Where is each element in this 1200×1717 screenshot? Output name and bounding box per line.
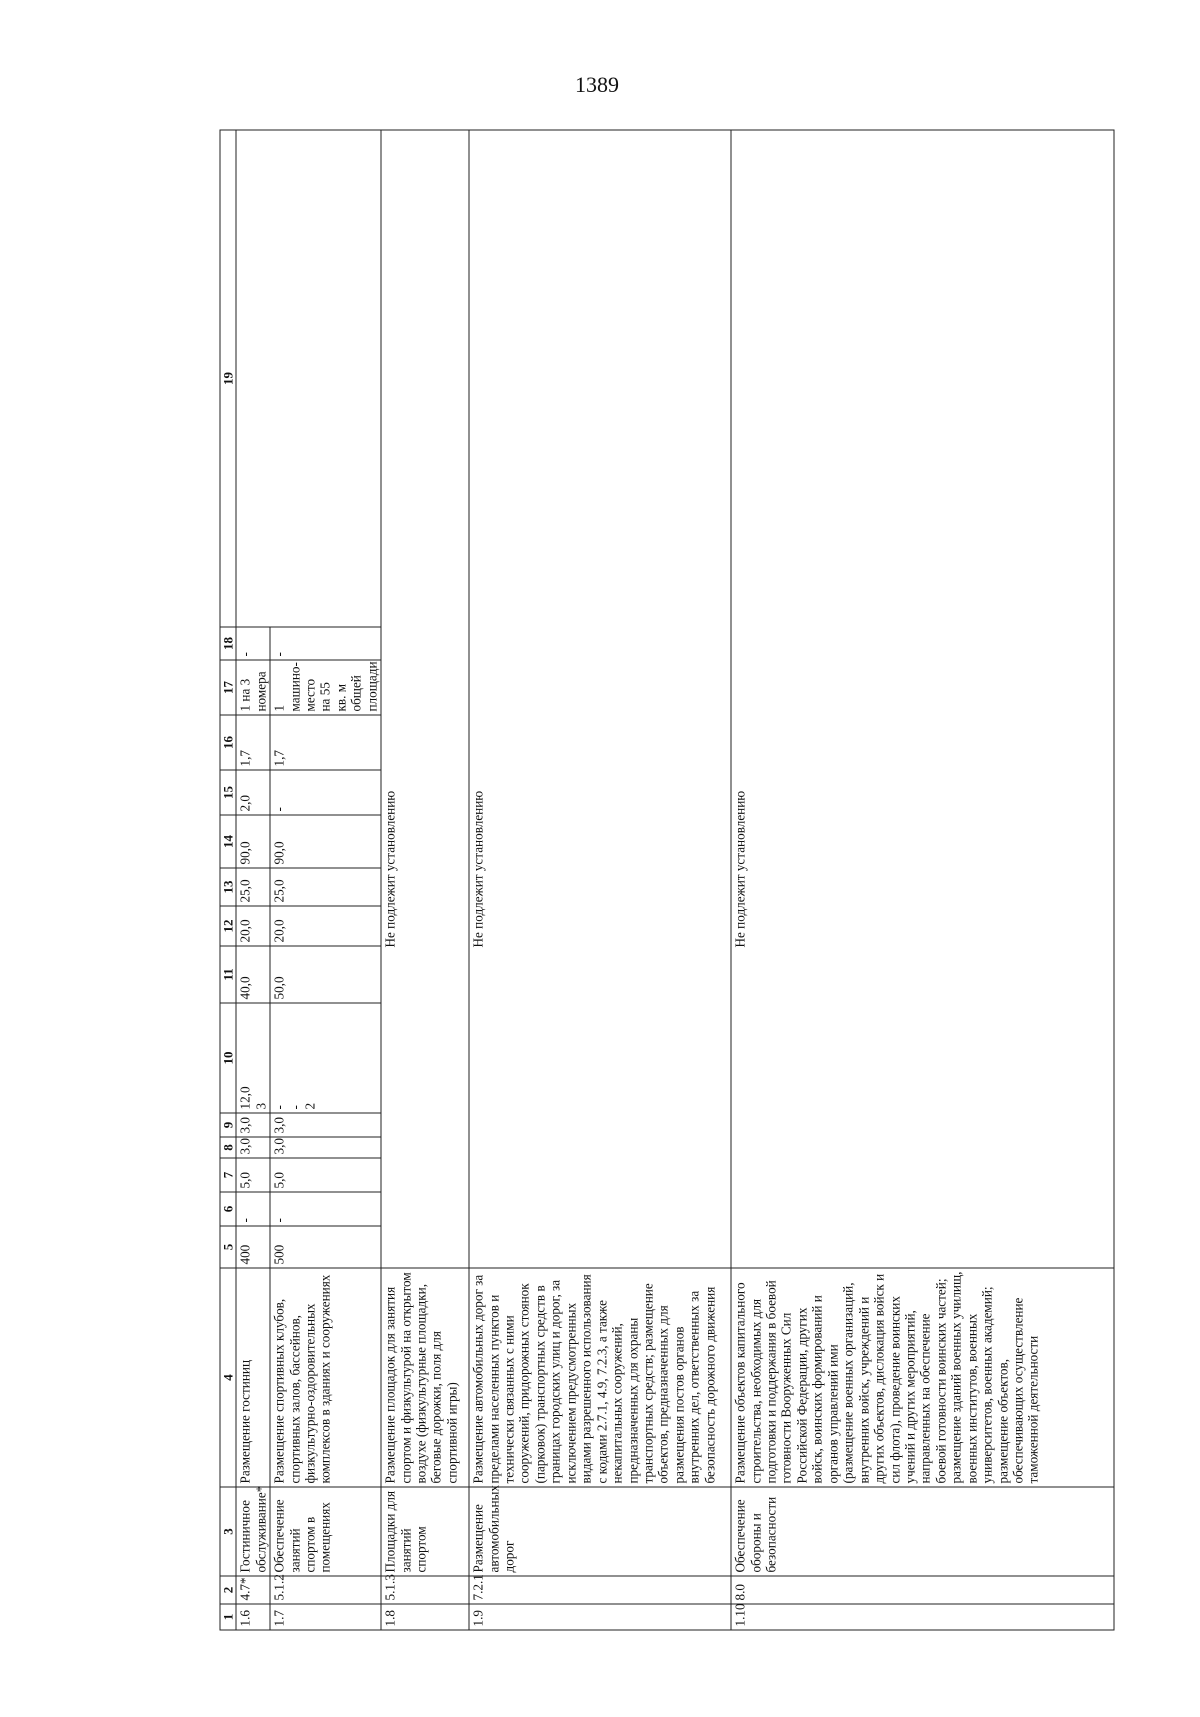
row-code: 7.2.1 <box>469 1576 731 1604</box>
col-header: 15 <box>220 770 236 815</box>
row-name: Обеспечение обороны и безопасности <box>731 1487 1114 1576</box>
table-row <box>381 130 469 1630</box>
cell: - <box>236 627 270 660</box>
cell: 1,7 <box>236 715 270 770</box>
col-header: 11 <box>220 946 236 1003</box>
not-applicable-cell: Не подлежит установлению <box>469 130 731 1268</box>
row-name: Гостиничное обслуживание* <box>236 1487 270 1576</box>
cell: 90,0 <box>236 815 270 868</box>
cell: 1 на 3 номера <box>236 660 270 715</box>
cell: 3,0 <box>270 1113 381 1137</box>
col-header: 1 <box>220 1604 236 1630</box>
row-code: 8.0 <box>731 1576 1114 1604</box>
cell: - <box>270 1192 381 1226</box>
table-row <box>236 130 270 1630</box>
cell: 3,0 <box>236 1137 270 1158</box>
table-row <box>731 130 1114 1630</box>
col-header: 14 <box>220 815 236 868</box>
cell: - - 2 <box>270 1003 381 1113</box>
cell: 1,7 <box>270 715 381 770</box>
zoning-table <box>219 129 1114 1630</box>
cell: 25,0 <box>270 868 381 906</box>
cell: 12,0 3 <box>236 1003 270 1113</box>
row-number: 1.10 <box>731 1604 1114 1630</box>
cell: 20,0 <box>236 906 270 946</box>
row-name: Размещение автомобильных дорог <box>469 1487 731 1576</box>
col-header: 18 <box>220 627 236 660</box>
cell: 400 <box>236 1226 270 1268</box>
cell: 1 машино-место на 55 кв. м общей площади <box>270 660 381 715</box>
row-name: Обеспечение занятий спортом в помещениях <box>270 1487 381 1576</box>
cell <box>236 130 381 627</box>
col-header: 10 <box>220 1003 236 1113</box>
cell: 3,0 <box>270 1137 381 1158</box>
col-header: 4 <box>220 1268 236 1487</box>
row-number: 1.6 <box>236 1604 270 1630</box>
row-code: 5.1.2 <box>270 1576 381 1604</box>
col-header: 2 <box>220 1576 236 1604</box>
cell: - <box>270 770 381 815</box>
cell: 5,0 <box>236 1158 270 1192</box>
row-name: Площадки для занятий спортом <box>381 1487 469 1576</box>
cell: 5,0 <box>270 1158 381 1192</box>
row-desc: Размещение объектов капитального строительства, необходимых для подготовки и поддержания в боевой готовности Вооруженных Сил Российской Федерации, других войск, воинских формирований и органов управлений ими (размещение военных организаций, внутренних войск, учреждений и других объектов, дислокация войск и сил флота), проведение воинских учений и других мероприятий, направленных на обеспечение боевой готовности воинских частей; размещение зданий военных училищ, военных институтов, военных университетов, военных академий; размещение объектов, обеспечивающих осуществление таможенной деятельности <box>731 1268 1114 1487</box>
rotated-table-sheet <box>219 130 1114 1630</box>
col-header: 16 <box>220 715 236 770</box>
col-header: 19 <box>220 130 236 627</box>
row-desc: Размещение гостиниц <box>236 1268 270 1487</box>
cell: 90,0 <box>270 815 381 868</box>
cell: 2,0 <box>236 770 270 815</box>
row-number: 1.8 <box>381 1604 469 1630</box>
cell: 50,0 <box>270 946 381 1003</box>
col-header: 7 <box>220 1158 236 1192</box>
row-desc: Размещение площадок для занятия спортом и физкультурой на открытом воздухе (физкультурные площадки, беговые дорожки, поля для спортивной игры) <box>381 1268 469 1487</box>
row-desc: Размещение спортивных клубов, спортивных залов, бассейнов, физкультурно-оздоровительных комплексов в зданиях и сооружениях <box>270 1268 381 1487</box>
page-number: 1389 <box>575 72 619 97</box>
cell: 40,0 <box>236 946 270 1003</box>
col-header: 3 <box>220 1487 236 1576</box>
row-code: 4.7* <box>236 1576 270 1604</box>
table-row <box>469 130 731 1630</box>
col-header: 8 <box>220 1137 236 1158</box>
cell: 20,0 <box>270 906 381 946</box>
not-applicable-cell: Не подлежит установлению <box>381 130 469 1268</box>
not-applicable-cell: Не подлежит установлению <box>731 130 1114 1268</box>
row-code: 5.1.3 <box>381 1576 469 1604</box>
col-header: 13 <box>220 868 236 906</box>
row-number: 1.9 <box>469 1604 731 1630</box>
col-header: 12 <box>220 906 236 946</box>
cell: 500 <box>270 1226 381 1268</box>
col-header: 17 <box>220 660 236 715</box>
cell: - <box>270 627 381 660</box>
row-number: 1.7 <box>270 1604 381 1630</box>
cell: 3,0 <box>236 1113 270 1137</box>
header-row <box>220 130 236 1630</box>
col-header: 6 <box>220 1192 236 1226</box>
cell: 25,0 <box>236 868 270 906</box>
col-header: 5 <box>220 1226 236 1268</box>
col-header: 9 <box>220 1113 236 1137</box>
cell: - <box>236 1192 270 1226</box>
row-desc: Размещение автомобильных дорог за пределами населенных пунктов и технически связанных с ними сооружений, придорожных стоянок (парковок) транспортных средств в границах городских улиц и дорог, за исключением предусмотренных видами разрешенного использования с кодами 2.7.1, 4.9, 7.2.3, а также некапитальных сооружений, предназначенных для охраны транспортных средств; размещение объектов, предназначенных для размещения постов органов внутренних дел, ответственных за безопасность дорожного движения <box>469 1268 731 1487</box>
